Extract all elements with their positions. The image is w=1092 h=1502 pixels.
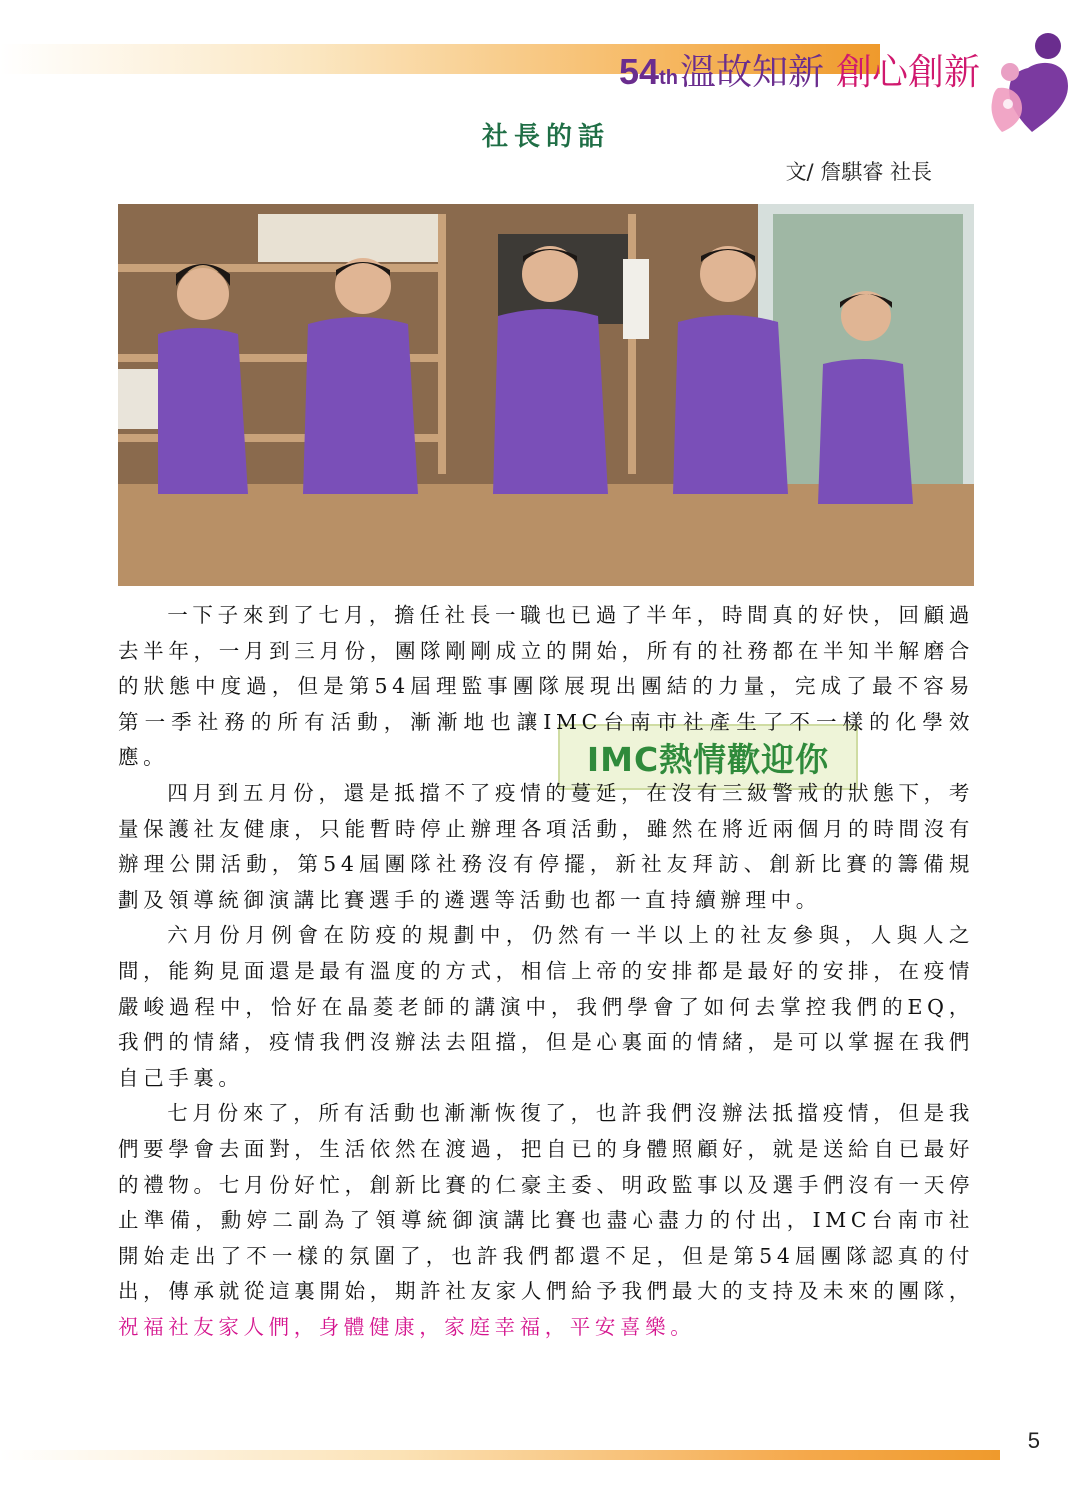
closing-blessing: 祝福社友家人們，身體健康，家庭幸福，平安喜樂。	[118, 1314, 696, 1339]
group-photo-illustration	[118, 204, 974, 586]
article-paragraph-text: 七月份來了，所有活動也漸漸恢復了，也許我們沒辦法抵擋疫情，但是我們要學會去面對，生活依然在渡過，把自已的身體照顧好，就是送給自已最好的禮物。七月份好忙，創新比賽的仁豪主委、明政監事以及選手們沒有一天停止準備，勳婷二副為了領導統御演講比賽也盡心盡力的付出，IMC台南市社開始走出了不一樣的氛圍了，也許我們都還不足，但是第54屆團隊認真的付出，傳承就從這裏開始，期許社友家人們給予我們最大的支持及未來的團隊，	[118, 1101, 974, 1304]
welcome-sign: IMC熱情歡迎你	[558, 724, 858, 790]
article-body	[118, 598, 974, 1345]
header-slogan-part1: 溫故知新	[679, 51, 824, 92]
article-paragraph: 一下子來到了七月，擔任社長一職也已過了半年，時間真的好快，回顧過去半年，一月到三月份，團隊剛剛成立的開始，所有的社務都在半知半解磨合的狀態中度過，但是第54屆理監事團隊展現出團結的力量，完成了最不容易第一季社務的所有活動，漸漸地也讓IMC台南市社產生了不一樣的化學效應。	[118, 603, 974, 770]
header-number: 54	[619, 51, 660, 92]
page-title: 社長的話	[481, 122, 610, 152]
article-paragraph: 六月份月例會在防疫的規劃中，仍然有一半以上的社友參與，人與人之間，能夠見面還是最有溫度的方式，相信上帝的安排都是最好的安排，在疫情嚴峻過程中，恰好在晶菱老師的講演中，我們學會了如何去掌控我們的EQ，我們的情緒，疫情我們沒辦法去阻擋，但是心裏面的情緒，是可以掌握在我們自己手裏。	[118, 923, 974, 1090]
article-paragraph	[118, 1096, 974, 1345]
article-paragraph: 四月到五月份，還是抵擋不了疫情的蔓延，在沒有三級警戒的狀態下，考量保護社友健康，只能暫時停止辦理各項活動，雖然在將近兩個月的時間沒有辦理公開活動，第54屆團隊社務沒有停擺，新社友拜訪、創新比賽的籌備規劃及領導統御演講比賽選手的遴選等活動也都一直持續辦理中。	[118, 780, 974, 912]
header-slogan-part2: 創心創新	[835, 51, 980, 92]
page-number: 5	[1027, 1428, 1040, 1453]
header-number-suffix: th	[659, 67, 678, 89]
header-slogan	[619, 44, 980, 94]
author-byline: 文/ 詹騏睿 社長	[785, 160, 932, 184]
footer-band	[0, 1450, 1000, 1460]
